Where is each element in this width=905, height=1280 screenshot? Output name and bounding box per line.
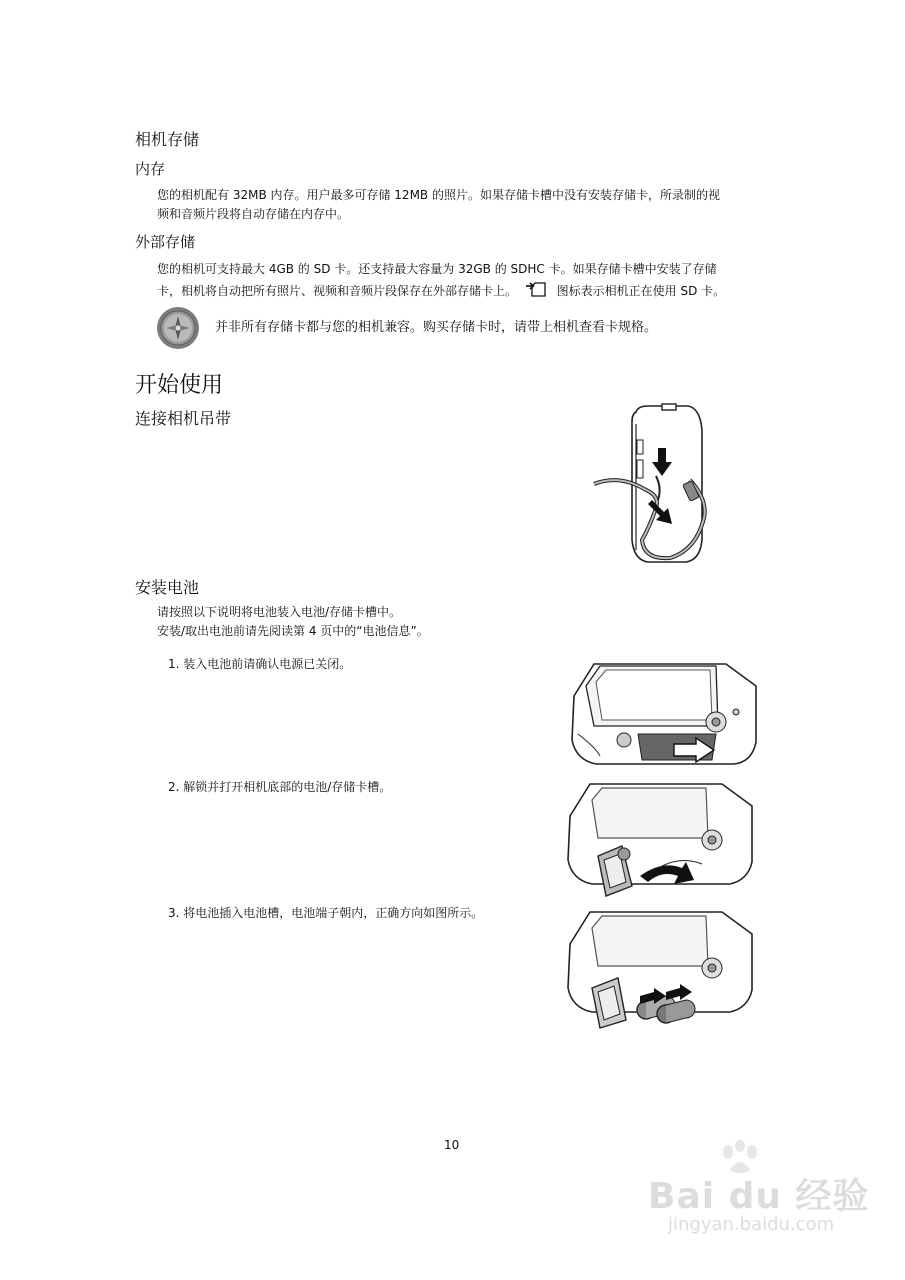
watermark-url: jingyan.baidu.com — [668, 1214, 835, 1235]
battery-step1-illustration — [566, 656, 762, 776]
internal-text-line1: 您的相机配有 32MB 内存。用户最多可存储 12MB 的照片。如果存储卡槽中没有安装存储卡，所录制的视 — [157, 188, 720, 202]
paw-icon — [718, 1140, 764, 1180]
strap-illustration — [590, 400, 720, 570]
subsection-title-battery: 安装电池 — [135, 578, 200, 597]
note-text: 并非所有存储卡都与您的相机兼容。购买存储卡时，请带上相机查看卡规格。 — [215, 320, 658, 335]
internal-text-line2: 频和音频片段将自动存储在内存中。 — [157, 207, 350, 221]
external-text-line2 — [157, 280, 725, 302]
note-icon — [156, 306, 200, 350]
section-title-camera-storage: 相机存储 — [135, 130, 200, 149]
subsection-title-strap: 连接相机吊带 — [135, 409, 232, 428]
sd-card-icon — [525, 280, 549, 298]
step-2: 2. 解锁并打开相机底部的电池/存储卡槽。 — [168, 780, 392, 794]
section-title-getting-started: 开始使用 — [135, 373, 224, 398]
step-3: 3. 将电池插入电池槽，电池端子朝内，正确方向如图所示。 — [168, 906, 484, 920]
subsection-title-internal: 内存 — [135, 160, 166, 178]
external-text-line2a: 卡，相机将自动把所有照片、视频和音频片段保存在外部存储卡上。 — [157, 284, 518, 298]
battery-step3-illustration — [562, 904, 758, 1034]
subsection-title-external: 外部存储 — [135, 233, 196, 251]
battery-text-line2: 安装/取出电池前请先阅读第 4 页中的“电池信息”。 — [157, 624, 429, 638]
battery-step2-illustration — [562, 776, 758, 901]
external-text-line2b: 图标表示相机正在使用 SD 卡。 — [556, 284, 726, 298]
battery-text-line1: 请按照以下说明将电池装入电池/存储卡槽中。 — [157, 605, 402, 619]
step-1: 1. 装入电池前请确认电源已关闭。 — [168, 657, 352, 671]
page-number: 10 — [444, 1138, 460, 1152]
watermark-logo: Bai du 经验 — [648, 1176, 870, 1217]
external-text-line1: 您的相机可支持最大 4GB 的 SD 卡。还支持最大容量为 32GB 的 SDHC 卡。如果存储卡槽中安装了存储 — [157, 262, 717, 276]
